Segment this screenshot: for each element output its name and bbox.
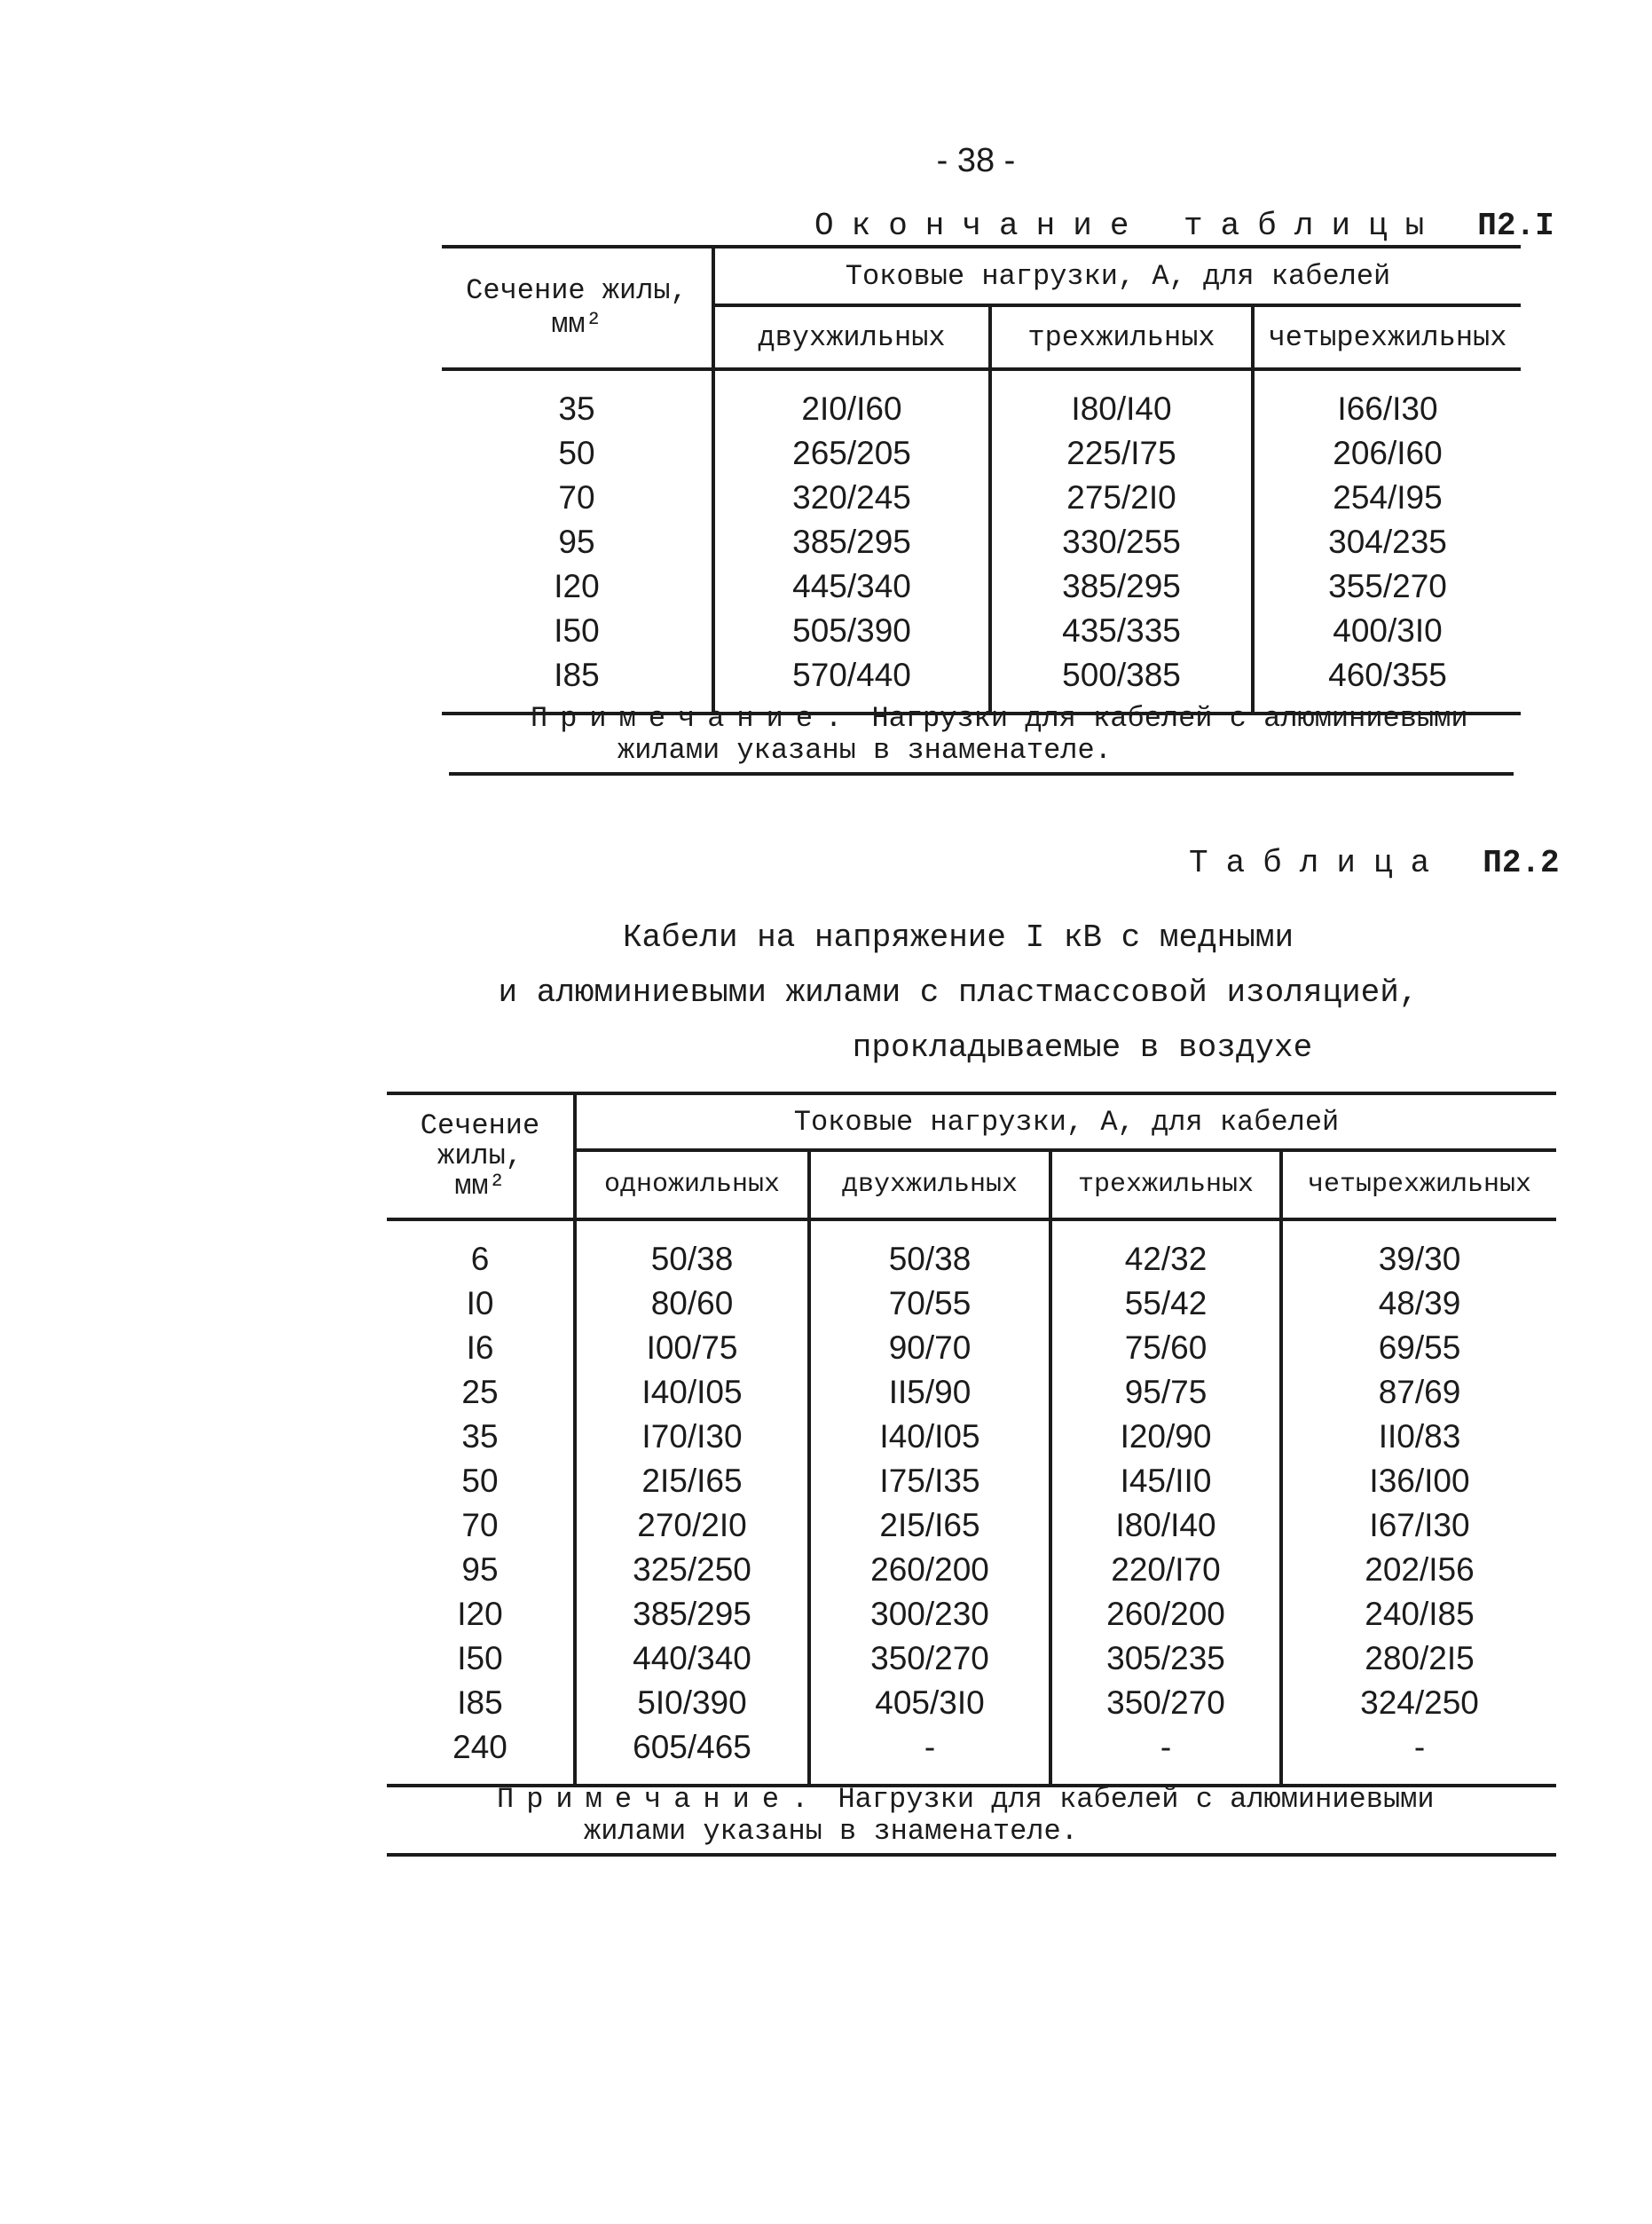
table-cell: I50 [554, 612, 600, 649]
table2-col-header: двухжильных [809, 1150, 1050, 1219]
table-cell: 304/235 [1253, 520, 1521, 564]
table-cell: 350/270 [809, 1636, 1050, 1681]
table1-col-header: четырехжильных [1253, 305, 1521, 369]
table-cell: I40/I05 [809, 1415, 1050, 1459]
table-cell: I80/I40 [1050, 1503, 1281, 1548]
table-row [387, 1282, 1556, 1326]
table2-col-header: четырехжильных [1281, 1150, 1556, 1219]
table-cell: I85 [442, 653, 713, 714]
table1-note [531, 703, 1468, 767]
table-cell: 95 [461, 1551, 499, 1588]
table-cell: 260/200 [1050, 1592, 1281, 1636]
table-cell: I20 [554, 568, 600, 604]
table-row [442, 520, 1521, 564]
table2-note-line2: жилами указаны в знаменателе. [584, 1815, 1078, 1848]
table-cell: 275/2I0 [990, 476, 1253, 520]
table-cell: 202/I56 [1281, 1548, 1556, 1592]
table-cell: 206/I60 [1253, 431, 1521, 476]
table-cell: - [1050, 1725, 1281, 1786]
table1-note-line2: жилами указаны в знаменателе. [618, 734, 1112, 767]
table-cell: - [809, 1725, 1050, 1786]
table-cell: 270/2I0 [575, 1503, 809, 1548]
table-cell: 405/3I0 [809, 1681, 1050, 1725]
table-row [387, 1548, 1556, 1592]
table-cell: I36/I00 [1281, 1459, 1556, 1503]
table-cell: I20 [457, 1596, 503, 1632]
table-cell: 50 [558, 435, 595, 471]
table-cell: I70/I30 [575, 1415, 809, 1459]
table-cell: 355/270 [1253, 564, 1521, 609]
table-row [442, 564, 1521, 609]
table2-col-header: одножильных [575, 1150, 809, 1219]
table-cell: 505/390 [713, 609, 990, 653]
table-cell: 50 [461, 1463, 499, 1499]
table-cell: 69/55 [1281, 1326, 1556, 1370]
table-cell: 350/270 [1050, 1681, 1281, 1725]
table-row [387, 1725, 1556, 1786]
table-cell: I80/I40 [990, 369, 1253, 431]
table2-caption [1189, 845, 1560, 881]
table2-title [373, 911, 1544, 1076]
table-cell: - [1281, 1725, 1556, 1786]
table-cell: 385/295 [575, 1592, 809, 1636]
table-cell: 50/38 [809, 1219, 1050, 1282]
table-cell: 2I5/I65 [809, 1503, 1050, 1548]
table-cell: 320/245 [713, 476, 990, 520]
table-row [442, 369, 1521, 431]
table-cell: 225/I75 [990, 431, 1253, 476]
table-row [387, 1636, 1556, 1681]
table-cell: 220/I70 [1050, 1548, 1281, 1592]
table-row [387, 1370, 1556, 1415]
table-cell: 70 [558, 479, 595, 516]
table-cell: 400/3I0 [1253, 609, 1521, 653]
table1-caption [814, 208, 1554, 244]
table2-note-line1: Нагрузки для кабелей с алюминиевыми [838, 1783, 1435, 1816]
table-cell: I85 [457, 1684, 503, 1721]
table-cell: 280/2I5 [1281, 1636, 1556, 1681]
table-cell: I45/II0 [1050, 1459, 1281, 1503]
table-row [387, 1459, 1556, 1503]
table-cell: I0 [466, 1285, 494, 1321]
table2-title-line: и алюминиевыми жилами с пластмассовой изоляцией, [498, 974, 1419, 1011]
page-number: - 38 - [936, 142, 1016, 179]
table2-col-header: трехжильных [1050, 1150, 1281, 1219]
table-cell: 75/60 [1050, 1326, 1281, 1370]
table-cell: 48/39 [1281, 1282, 1556, 1326]
table-cell: 440/340 [575, 1636, 809, 1681]
table-cell: 445/340 [713, 564, 990, 609]
table-cell: 265/205 [713, 431, 990, 476]
table-cell: 325/250 [575, 1548, 809, 1592]
table1-note-rule [449, 772, 1514, 776]
table-row [387, 1219, 1556, 1282]
table-row [387, 1326, 1556, 1370]
table-cell: 2I0/I60 [713, 369, 990, 431]
table1-note-label: Примечание. [531, 702, 855, 735]
table2-title-line: Кабели на напряжение I кВ с медными [622, 919, 1294, 956]
table2-note-label: Примечание. [497, 1783, 822, 1816]
table-cell: II0/83 [1281, 1415, 1556, 1459]
table-cell: 2I5/I65 [575, 1459, 809, 1503]
table2-title-line: прокладываемые в воздухе [852, 1029, 1313, 1066]
table-cell: 330/255 [990, 520, 1253, 564]
table-cell: 6 [470, 1241, 490, 1277]
table-cell: I00/75 [575, 1326, 809, 1370]
table-cell: 240/I85 [1281, 1592, 1556, 1636]
table-cell: 324/250 [1281, 1681, 1556, 1725]
table-cell: 385/295 [713, 520, 990, 564]
table-cell: I20/90 [1050, 1415, 1281, 1459]
table-cell: 70/55 [809, 1282, 1050, 1326]
table-cell: I75/I35 [809, 1459, 1050, 1503]
table-cell: 460/355 [1253, 653, 1521, 714]
table-cell: 90/70 [809, 1326, 1050, 1370]
table1-caption-word: Окончание таблицы [814, 208, 1443, 244]
table-cell: 260/200 [809, 1548, 1050, 1592]
table2-header-section-line: мм² [454, 1170, 506, 1203]
table-row [387, 1592, 1556, 1636]
table2 [387, 1092, 1556, 1787]
table-cell: 5I0/390 [575, 1681, 809, 1725]
table-cell: I40/I05 [575, 1370, 809, 1415]
table-cell: 500/385 [990, 653, 1253, 714]
table2-header-section-line: жилы, [437, 1140, 523, 1172]
table-cell: 87/69 [1281, 1370, 1556, 1415]
table-cell: I67/I30 [1281, 1503, 1556, 1548]
table-cell: 50/38 [575, 1219, 809, 1282]
table-cell: 35 [558, 390, 595, 427]
table2-header-group: Токовые нагрузки, А, для кабелей [575, 1093, 1556, 1150]
table-row [442, 476, 1521, 520]
table-row [387, 1681, 1556, 1725]
table-cell: 39/30 [1281, 1219, 1556, 1282]
table-cell: II5/90 [809, 1370, 1050, 1415]
table-cell: 70 [461, 1507, 499, 1543]
table2-caption-number: П2.2 [1483, 845, 1560, 881]
table-cell: I66/I30 [1253, 369, 1521, 431]
table-cell: 300/230 [809, 1592, 1050, 1636]
table1-note-line1: Нагрузки для кабелей с алюминиевыми [871, 702, 1468, 735]
table2-note-rule [387, 1853, 1556, 1857]
table-cell: 385/295 [990, 564, 1253, 609]
table-cell: 305/235 [1050, 1636, 1281, 1681]
table-cell: I6 [466, 1329, 494, 1366]
table1-header-group: Токовые нагрузки, А, для кабелей [713, 247, 1521, 305]
table-cell: 254/I95 [1253, 476, 1521, 520]
table2-caption-word: Таблица [1189, 845, 1448, 881]
table-cell: 240 [387, 1725, 575, 1786]
table-row [442, 431, 1521, 476]
table2-header-section-line: Сечение [420, 1109, 540, 1142]
table-row [387, 1415, 1556, 1459]
table-cell: 605/465 [575, 1725, 809, 1786]
table1 [442, 245, 1521, 715]
table2-header-section [387, 1093, 575, 1219]
table-cell: 35 [461, 1418, 499, 1455]
table-cell: I50 [457, 1640, 503, 1676]
table-cell: 25 [461, 1374, 499, 1410]
table-row [442, 609, 1521, 653]
table-cell: 435/335 [990, 609, 1253, 653]
table1-col-header: двухжильных [713, 305, 990, 369]
table-cell: 55/42 [1050, 1282, 1281, 1326]
table1-col-header: трехжильных [990, 305, 1253, 369]
table-row [387, 1503, 1556, 1548]
table-cell: 95/75 [1050, 1370, 1281, 1415]
table1-header-section: Сечение жилы, мм² [442, 247, 713, 369]
table-cell: 95 [558, 524, 595, 560]
table-cell: 42/32 [1050, 1219, 1281, 1282]
table-cell: 80/60 [575, 1282, 809, 1326]
table-cell: 570/440 [713, 653, 990, 714]
table1-caption-number: П2.I [1477, 208, 1554, 244]
table2-note [497, 1784, 1435, 1848]
